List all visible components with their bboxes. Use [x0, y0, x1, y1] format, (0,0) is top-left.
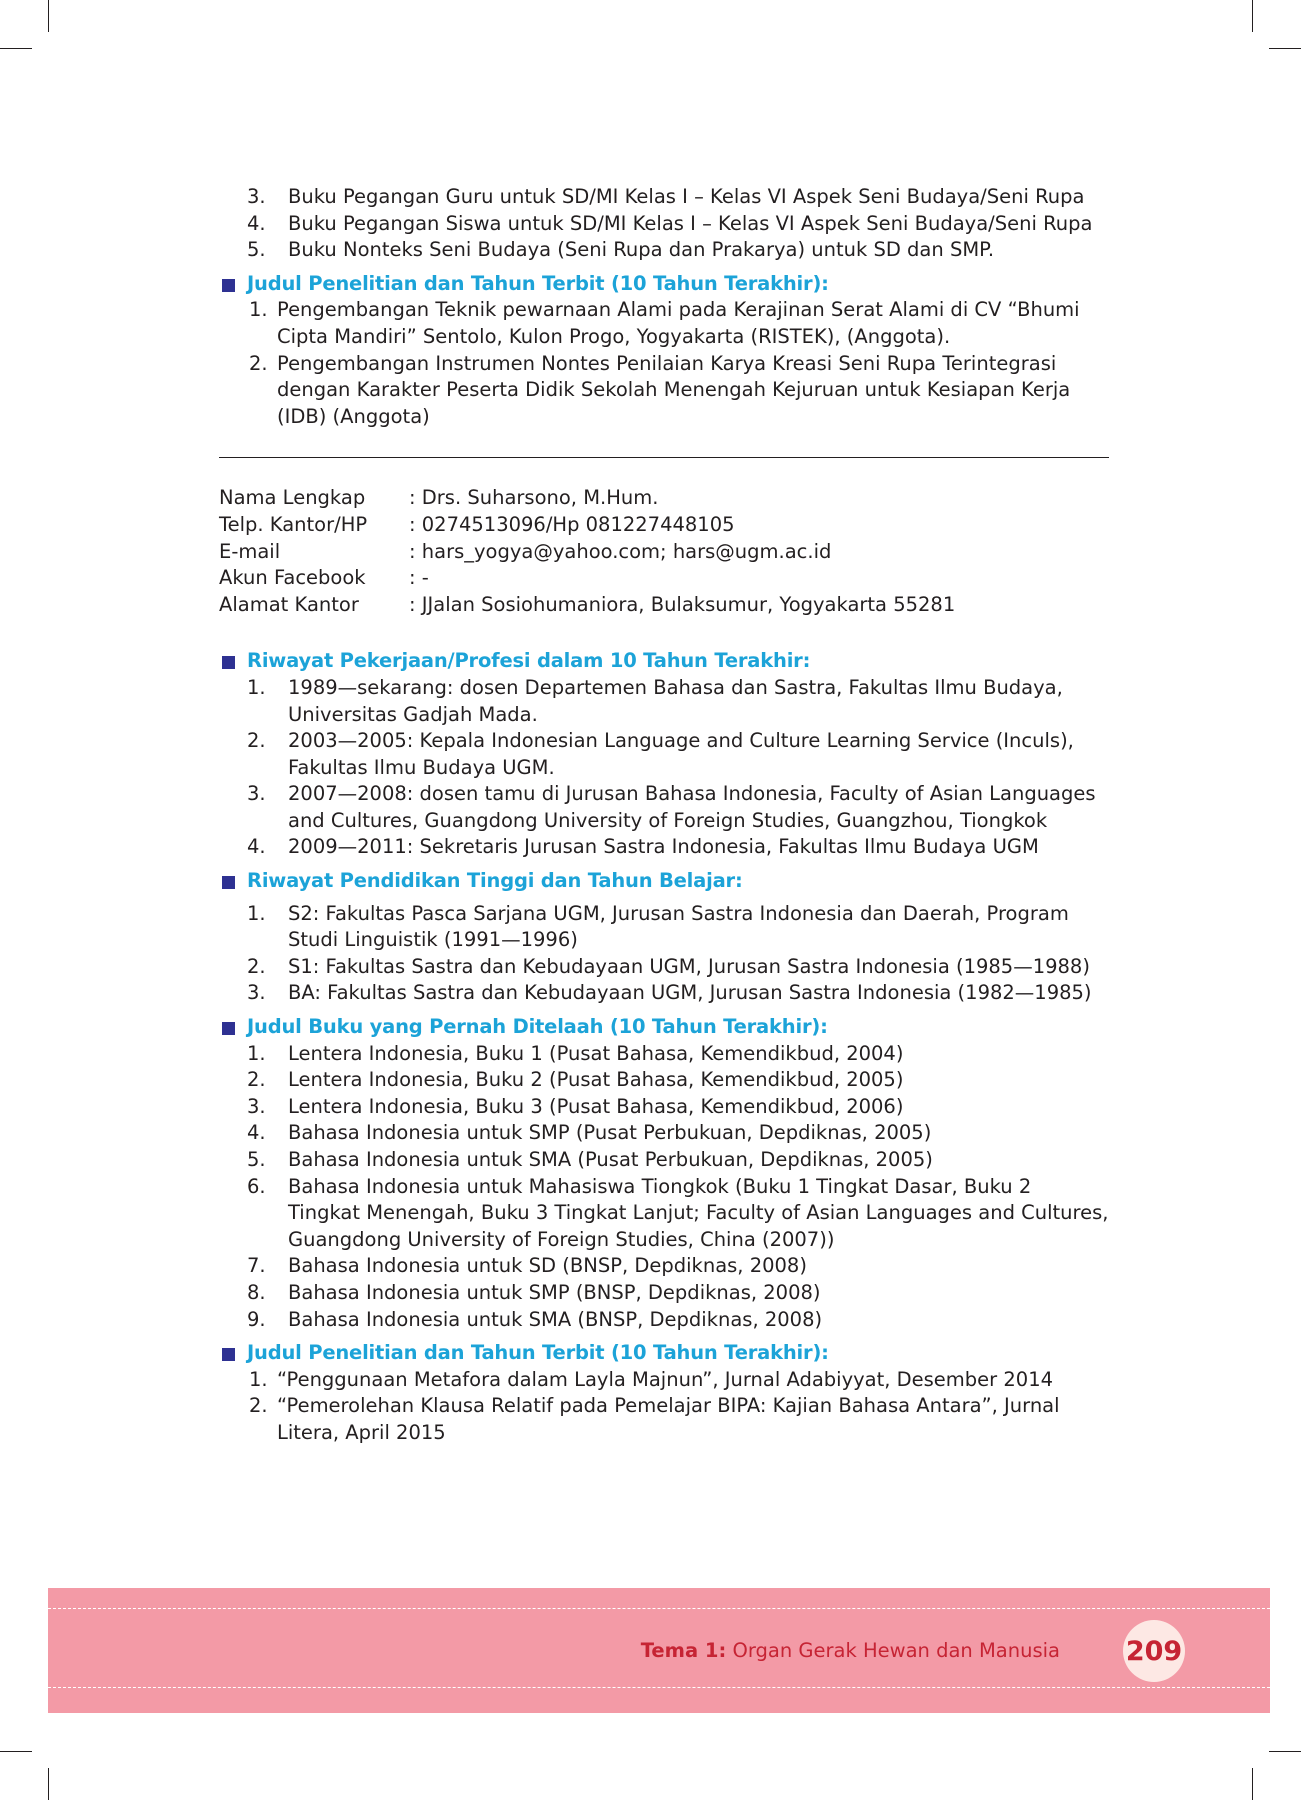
crop-mark [0, 1751, 32, 1752]
heading-text: Judul Penelitian dan Tahun Terbit (10 Tahun Terakhir): [247, 271, 829, 295]
profile-label: E-mail [219, 539, 281, 563]
list-item [219, 237, 1109, 264]
item-number: 3. [247, 1094, 266, 1118]
list-item [219, 211, 1109, 238]
footer-theme [641, 1639, 1060, 1662]
footer-band [48, 1588, 1270, 1713]
item-text: Lentera Indonesia, Buku 2 (Pusat Bahasa, Kemendikbud, 2005) [288, 1068, 904, 1092]
profile-label: Alamat Kantor [219, 592, 359, 616]
list-penelitian-1 [219, 297, 1109, 430]
heading-text: Riwayat Pekerjaan/Profesi dalam 10 Tahun Terakhir: [247, 649, 811, 673]
square-bullet-icon [222, 1348, 235, 1361]
item-text: Pengembangan Instrumen Nontes Penilaian Karya Kreasi Seni Rupa Terintegrasi dengan Karakter Peserta Didik Sekolah Menengah Kejuruan untuk Kesiapan Kerja (IDB) (Anggota) [277, 351, 1071, 428]
item-number: 1. [247, 901, 266, 925]
list-item [219, 184, 1109, 211]
item-text: Bahasa Indonesia untuk SMP (BNSP, Depdiknas, 2008) [288, 1280, 821, 1304]
section-divider [219, 457, 1109, 458]
page-number: 209 [1125, 1635, 1183, 1667]
crop-mark [1252, 0, 1253, 32]
theme-title: Organ Gerak Hewan dan Manusia [726, 1639, 1060, 1662]
crop-mark [0, 48, 32, 49]
section-heading-buku [219, 1014, 1109, 1041]
list-item [219, 1094, 1109, 1121]
theme-label: Tema 1: [640, 1639, 727, 1662]
list-pendidikan [219, 901, 1109, 1007]
page-content [219, 184, 1109, 1447]
item-text: 2009—2011: Sekretaris Jurusan Sastra Indonesia, Fakultas Ilmu Budaya UGM [288, 835, 1039, 859]
list-item [219, 297, 1109, 350]
list-item [219, 351, 1109, 431]
list-item [219, 901, 1109, 954]
profile-value: : JJalan Sosiohumaniora, Bulaksumur, Yogyakarta 55281 [409, 592, 956, 616]
item-number: 9. [247, 1307, 266, 1331]
list-item [219, 781, 1109, 834]
crop-mark [1252, 1768, 1253, 1800]
crop-mark [48, 0, 49, 32]
item-number: 4. [247, 211, 266, 235]
profile-row [219, 539, 1109, 566]
item-text: Buku Pegangan Guru untuk SD/MI Kelas I – Kelas VI Aspek Seni Budaya/Seni Rupa [288, 185, 1085, 208]
section-heading-penelitian-1 [219, 271, 1109, 298]
list-item [219, 954, 1109, 981]
list-item [219, 980, 1109, 1007]
item-text: Bahasa Indonesia untuk SMP (Pusat Perbukuan, Depdiknas, 2005) [288, 1121, 932, 1145]
item-text: Bahasa Indonesia untuk SMA (BNSP, Depdiknas, 2008) [288, 1307, 823, 1331]
item-number: 2. [247, 954, 266, 978]
item-number: 3. [247, 782, 266, 806]
item-text: Bahasa Indonesia untuk SD (BNSP, Depdiknas, 2008) [288, 1254, 807, 1278]
item-number: 8. [247, 1280, 266, 1304]
item-number: 1. [249, 1367, 268, 1391]
section-heading-pekerjaan [219, 648, 1109, 675]
item-text: 1989—sekarang: dosen Departemen Bahasa dan Sastra, Fakultas Ilmu Budaya, Universitas Gadjah Mada. [288, 675, 1063, 726]
profile-block [219, 485, 1109, 618]
item-text: Bahasa Indonesia untuk Mahasiswa Tiongkok (Buku 1 Tingkat Dasar, Buku 2 Tingkat Menengah, Buku 3 Tingkat Lanjut; Faculty of Asian Languages and Cultures, Guangdong University of Foreign Studies, China (2007)) [288, 1174, 1109, 1251]
section-heading-pendidikan [219, 868, 1109, 895]
item-number: 2. [249, 1394, 268, 1418]
item-number: 4. [247, 835, 266, 859]
profile-label: Telp. Kantor/HP [219, 512, 368, 536]
list-item [219, 1174, 1109, 1254]
heading-text: Judul Penelitian dan Tahun Terbit (10 Tahun Terakhir): [247, 1341, 829, 1365]
list-item [219, 1367, 1109, 1394]
page-number-badge [1123, 1620, 1185, 1682]
heading-text: Riwayat Pendidikan Tinggi dan Tahun Belajar: [247, 869, 743, 893]
profile-value: : hars_yogya@yahoo.com; hars@ugm.ac.id [409, 539, 832, 563]
section-heading-penelitian-2 [219, 1340, 1109, 1367]
item-text: S2: Fakultas Pasca Sarjana UGM, Jurusan Sastra Indonesia dan Daerah, Program Studi Linguistik (1991—1996) [288, 901, 1069, 952]
item-number: 5. [247, 238, 266, 262]
item-number: 4. [247, 1121, 266, 1145]
item-text: “Pemerolehan Klausa Relatif pada Pemelajar BIPA: Kajian Bahasa Antara”, Jurnal Litera, April 2015 [277, 1394, 1060, 1444]
list-item [219, 1067, 1109, 1094]
item-text: Buku Pegangan Siswa untuk SD/MI Kelas I – Kelas VI Aspek Seni Budaya/Seni Rupa [288, 211, 1093, 235]
item-number: 2. [247, 729, 266, 753]
profile-row [219, 565, 1109, 592]
square-bullet-icon [222, 656, 235, 669]
heading-text: Judul Buku yang Pernah Ditelaah (10 Tahun Terakhir): [247, 1015, 828, 1039]
list-item [219, 834, 1109, 861]
crop-mark [1269, 1751, 1301, 1752]
item-text: 2003—2005: Kepala Indonesian Language and Culture Learning Service (Inculs), Fakultas Ilmu Budaya UGM. [288, 729, 1074, 779]
list-item [219, 1307, 1109, 1334]
list-item [219, 1147, 1109, 1174]
square-bullet-icon [222, 279, 235, 292]
item-number: 3. [247, 185, 266, 208]
item-number: 1. [247, 675, 266, 699]
list-top [219, 184, 1109, 264]
profile-label: Nama Lengkap [219, 486, 366, 510]
crop-mark [48, 1768, 49, 1800]
list-item [219, 1280, 1109, 1307]
item-text: Bahasa Indonesia untuk SMA (Pusat Perbukuan, Depdiknas, 2005) [288, 1148, 933, 1171]
list-penelitian-2 [219, 1367, 1109, 1447]
item-text: S1: Fakultas Sastra dan Kebudayaan UGM, Jurusan Sastra Indonesia (1985—1988) [288, 954, 1090, 978]
dashed-line [48, 1687, 1270, 1688]
item-text: BA: Fakultas Sastra dan Kebudayaan UGM, Jurusan Sastra Indonesia (1982—1985) [288, 981, 1092, 1005]
list-item [219, 728, 1109, 781]
item-text: “Penggunaan Metafora dalam Layla Majnun”, Jurnal Adabiyyat, Desember 2014 [277, 1367, 1054, 1391]
list-pekerjaan [219, 675, 1109, 861]
item-text: Lentera Indonesia, Buku 1 (Pusat Bahasa, Kemendikbud, 2004) [288, 1041, 904, 1065]
crop-mark [1269, 48, 1301, 49]
square-bullet-icon [222, 1022, 235, 1035]
profile-row [219, 485, 1109, 512]
item-number: 5. [247, 1148, 266, 1171]
dashed-line [48, 1608, 1270, 1609]
item-number: 1. [249, 298, 268, 322]
item-number: 1. [247, 1041, 266, 1065]
square-bullet-icon [222, 876, 235, 889]
list-item [219, 1120, 1109, 1147]
item-text: Lentera Indonesia, Buku 3 (Pusat Bahasa, Kemendikbud, 2006) [288, 1094, 904, 1118]
item-number: 6. [247, 1174, 266, 1198]
item-text: Pengembangan Teknik pewarnaan Alami pada Kerajinan Serat Alami di CV “Bhumi Cipta Mandiri” Sentolo, Kulon Progo, Yogyakarta (RISTEK), (Anggota). [277, 298, 1080, 348]
profile-row [219, 592, 1109, 619]
profile-value: : - [409, 566, 429, 590]
item-number: 2. [247, 1068, 266, 1092]
item-text: Buku Nonteks Seni Budaya (Seni Rupa dan Prakarya) untuk SD dan SMP. [288, 238, 995, 262]
item-text: 2007—2008: dosen tamu di Jurusan Bahasa Indonesia, Faculty of Asian Languages and Cultures, Guangdong University of Foreign Studies, Guangzhou, Tiongkok [288, 782, 1096, 832]
list-buku [219, 1041, 1109, 1334]
item-number: 3. [247, 981, 266, 1005]
profile-row [219, 512, 1109, 539]
profile-value: : Drs. Suharsono, M.Hum. [409, 486, 659, 510]
list-item [219, 1041, 1109, 1068]
profile-value: : 0274513096/Hp 081227448105 [409, 512, 735, 536]
item-number: 2. [249, 351, 268, 375]
list-item [219, 675, 1109, 728]
item-number: 7. [247, 1254, 266, 1278]
list-item [219, 1393, 1109, 1446]
list-item [219, 1253, 1109, 1280]
profile-label: Akun Facebook [219, 566, 366, 590]
